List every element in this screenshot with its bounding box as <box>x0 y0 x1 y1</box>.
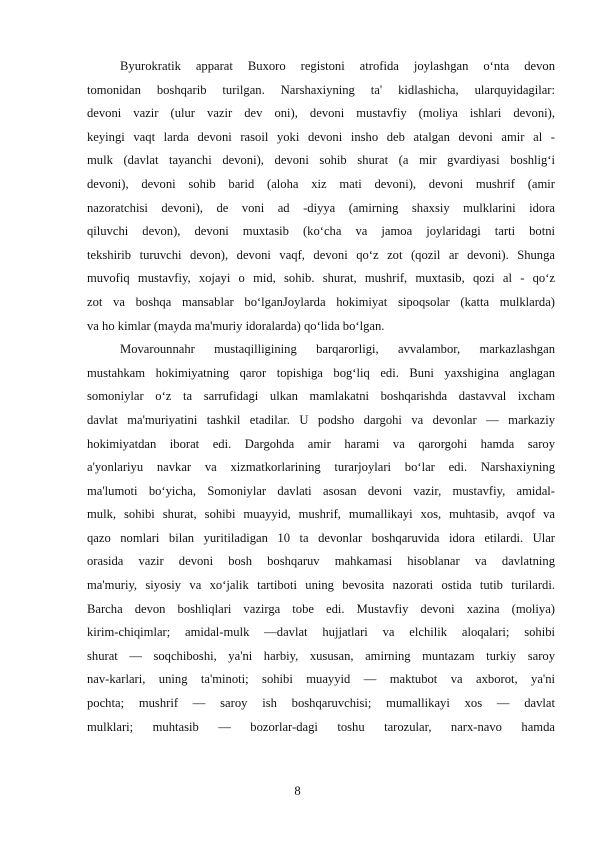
paragraph-2-line-13: kirim-chiqimlar; amidal-mulk —davlat hujjatlari va elchilik aloqalari; sohibi <box>87 625 555 640</box>
paragraph-2-line-1: Movarounnahr mustaqilligining barqarorligi, avvalambor, markazlashgan <box>120 342 555 357</box>
paragraph-1-line-2: tomonidan boshqarib turilgan. Narshaxiyning ta' kidlashicha, ularquyidagilar: <box>87 82 555 97</box>
paragraph-2-line-7: ma'lumoti bo‘yicha, Somoniylar davlati asosan devoni vazir, mustavfiy, amidal- <box>87 483 555 498</box>
paragraph-1-line-8: qiluvchi devon), devoni muxtasib (ko‘cha va jamoa joylaridagi tarti botni <box>87 224 555 239</box>
paragraph-1-line-6: devoni), devoni sohib barid (aloha xiz mati devoni), devoni mushrif (amir <box>87 176 555 191</box>
paragraph-1-line-1: Byurokratik apparat Buxoro registoni atrofida joylashgan o‘nta devon <box>120 59 555 73</box>
paragraph-2-line-3: somoniylar o‘z ta sarrufidagi ulkan mamlakatni boshqarishda dastavval ixcham <box>87 389 555 404</box>
paragraph-2-line-17: mulklari; muhtasib — bozorlar-dagi toshu tarozular, narx-navo hamda <box>87 719 555 734</box>
paragraph-2-line-2: mustahkam hokimiyatning qaror topishiga bog‘liq edi. Buni yaxshigina anglagan <box>87 365 555 380</box>
paragraph-2-line-8: mulk, sohibi shurat, sohibi muayyid, mushrif, mumallikayi xos, muhtasib, avqof va <box>87 507 555 522</box>
paragraph-1-line-4: keyingi vaqt larda devoni rasoil yoki devoni insho deb atalgan devoni amir al - <box>87 129 555 144</box>
paragraph-1-line-11: zot va boshqa mansablar bo‘lganJoylarda hokimiyat sipoqsolar (katta mulklarda) <box>87 294 555 309</box>
paragraph-2-line-14: shurat — soqchiboshi, ya'ni harbiy, xususan, amirning muntazam turkiy saroy <box>87 648 555 663</box>
paragraph-1-line-12: va ho kimlar (mayda ma'muriy idoralarda) qo‘lida bo‘lgan. <box>87 318 385 333</box>
paragraph-1-line-7: nazoratchisi devoni), de voni ad -diyya (amirning shaxsiy mulklarini idora <box>87 200 555 215</box>
paragraph-1-line-9: tekshirib turuvchi devon), devoni vaqf, devoni qo‘z zot (qozil ar devoni). Shunga <box>87 247 555 262</box>
paragraph-2-line-12: Barcha devon boshliqlari vazirga tobe edi. Mustavfiy devoni xazina (moliya) <box>87 601 555 616</box>
paragraph-1-line-10: muvofiq mustavfiy, xojayi o mid, sohib. shurat, mushrif, muxtasib, qozi al - qo‘z <box>87 271 555 286</box>
paragraph-2-line-16: pochta; mushrif — saroy ish boshqaruvchisi; mumallikayi xos — davlat <box>87 696 555 711</box>
paragraph-1-line-3: devoni vazir (ulur vazir dev oni), devoni mustavfiy (moliya ishlari devoni), <box>87 106 555 121</box>
page-number: 8 <box>294 784 301 798</box>
paragraph-2-line-11: ma'muriy, siyosiy va xo‘jalik tartiboti uning bevosita nazorati ostida tutib turilardi. <box>87 578 555 593</box>
paragraph-2-line-5: hokimiyatdan iborat edi. Dargohda amir harami va qarorgohi hamda saroy <box>87 436 555 451</box>
paragraph-2-line-10: orasida vazir devoni bosh boshqaruv mahkamasi hisoblanar va davlatning <box>87 554 555 569</box>
paragraph-2-line-15: nav-karlari, uning ta'minoti; sohibi muayyid — maktubot va axborot, ya'ni <box>87 672 555 687</box>
paragraph-2-line-6: a'yonlariyu navkar va xizmatkorlarining turarjoylari bo‘lar edi. Narshaxiyning <box>87 460 555 475</box>
paragraph-2-line-9: qazo nomlari bilan yuritiladigan 10 ta devonlar boshqaruvida idora etilardi. Ular <box>87 530 555 545</box>
paragraph-1-line-5: mulk (davlat tayanchi devoni), devoni sohib shurat (a mir gvardiyasi boshlig‘i <box>87 153 555 168</box>
paragraph-2-line-4: davlat ma'muriyatini tashkil etadilar. U podsho dargohi va devonlar — markaziy <box>87 412 555 427</box>
body-text <box>87 55 555 739</box>
